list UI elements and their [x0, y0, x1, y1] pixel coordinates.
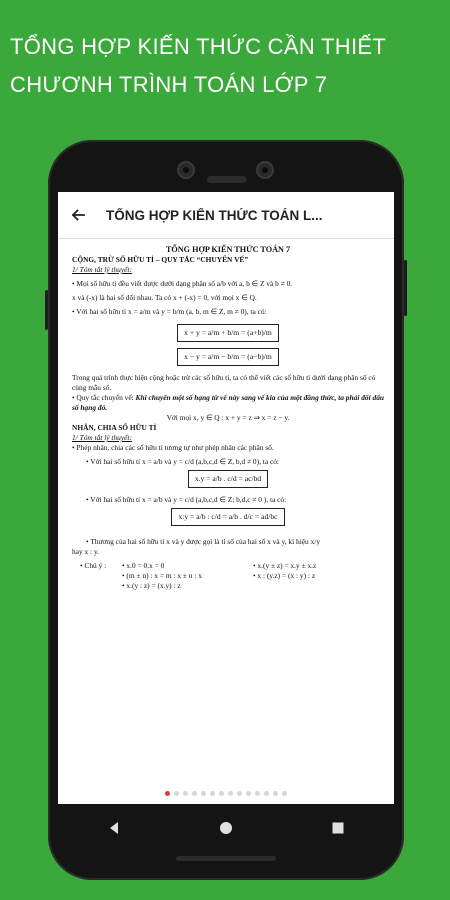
arrow-left-icon [70, 207, 86, 223]
rule-paragraph [72, 393, 384, 413]
note-item: • (m ± n) : x = m : x ± n : x [122, 571, 202, 580]
front-camera-icon [177, 161, 195, 179]
doc-paragraph: • Mọi số hữu tỉ đều viết được dưới dạng phân số a/b với a, b ∈ Z và b ≠ 0. [72, 279, 293, 288]
notes-row-2 [72, 571, 384, 581]
doc-paragraph: x và (-x) là hai số đối nhau. Ta có x + (-x) = 0, với mọi x ∈ Q. [72, 293, 257, 302]
nav-back-triangle-icon [107, 821, 121, 835]
page-indicator [58, 791, 394, 796]
doc-paragraph: • Với hai số hữu tỉ x = a/b và y = c/d (a,b,c,d ∈ Z; b,d,c ≠ 0 ), ta có: [86, 495, 287, 504]
page-dot[interactable] [246, 791, 251, 796]
nav-home-button[interactable] [206, 808, 246, 848]
page-dot[interactable] [210, 791, 215, 796]
rule-prefix: • Quy tắc chuyển vế: [72, 393, 136, 402]
rule-text: Khi chuyển một số hạng từ vế này sang vế kia của một đẳng thức, ta phải đổi dấu số hạng đó. [72, 393, 385, 412]
page-dot[interactable] [201, 791, 206, 796]
section-1-label: 1/ Tóm tắt lý thuyết: [72, 265, 132, 274]
earpiece-speaker [207, 176, 247, 183]
app-bar [58, 192, 394, 239]
doc-heading-2: NHÂN, CHIA SỐ HỮU TỈ [72, 423, 157, 432]
page-dot[interactable] [165, 791, 170, 796]
page-dot[interactable] [228, 791, 233, 796]
page-dot[interactable] [273, 791, 278, 796]
formula-multiplication: x.y = a/b . c/d = ac/bd [188, 470, 268, 488]
nav-recents-button[interactable] [318, 808, 358, 848]
document-page [58, 239, 394, 591]
page-dot[interactable] [264, 791, 269, 796]
nav-recents-square-icon [331, 821, 345, 835]
back-button[interactable] [58, 192, 98, 238]
page-dot[interactable] [255, 791, 260, 796]
notes-row-3 [72, 581, 384, 591]
doc-paragraph: • Với hai số hữu tỉ x = a/b và y = c/d (a,b,c,d ∈ Z, b,d ≠ 0), ta có: [86, 457, 279, 466]
app-title: TỔNG HỢP KIẾN THỨC TOÁN L... [106, 207, 323, 223]
system-nav-bar [58, 804, 394, 852]
page-dot[interactable] [174, 791, 179, 796]
page-dot[interactable] [192, 791, 197, 796]
promo-line-1: TỔNG HỢP KIẾN THỨC CẦN THIẾT [10, 34, 387, 59]
doc-paragraph: • Phép nhân, chia các số hữu tỉ tương tự như phép nhân các phân số. [72, 443, 274, 452]
phone-frame [48, 140, 404, 880]
doc-paragraph: Trong quá trình thực hiện cộng hoặc trừ các số hữu tỉ, ta có thể viết các số hữu tỉ dưới dạng phân số có cùng mẫu số. [72, 373, 376, 392]
volume-button [45, 290, 48, 330]
power-button [404, 260, 407, 316]
app-screen [58, 192, 394, 804]
formula-division: x:y = a/b : c/d = a/b . d/c = ad/bc [171, 508, 284, 526]
doc-paragraph: hay x : y. [72, 547, 100, 556]
note-item: • x.(y : z) = (x.y) : z [122, 581, 181, 590]
doc-paragraph: • Thương của hai số hữu tỉ x và y được gọi là tỉ số của hai số x và y, kí hiệu x/y [86, 537, 321, 546]
note-label: • Chú ý : [80, 561, 107, 570]
nav-home-circle-icon [219, 821, 233, 835]
formula-addition: x + y = a/m + b/m = (a+b)/m [177, 324, 279, 342]
home-indicator-bar [176, 856, 276, 861]
promo-headline [10, 28, 440, 104]
note-item: • x : (y.z) = (x : y) : z [253, 571, 316, 580]
front-sensor-icon [256, 161, 274, 179]
formula-subtraction: x − y = a/m − b/m = (a−b)/m [177, 348, 279, 366]
page-dot[interactable] [282, 791, 287, 796]
doc-heading: TỔNG HỢP KIẾN THỨC TOÁN 7 [165, 245, 291, 254]
page-dot[interactable] [237, 791, 242, 796]
page-dot[interactable] [183, 791, 188, 796]
note-item: • x.0 = 0.x = 0 [122, 561, 165, 570]
nav-back-button[interactable] [94, 808, 134, 848]
doc-paragraph: • Với hai số hữu tỉ x = a/m và y = b/m (a, b, m ∈ Z, m ≠ 0), ta có: [72, 307, 267, 316]
promo-line-2: CHƯƠNH TRÌNH TOÁN LỚP 7 [10, 72, 328, 97]
section-2-label: 1/ Tóm tắt lý thuyết: [72, 433, 132, 442]
rule-formula: Với mọi x, y ∈ Q : x + y = z ⇒ x = z − y. [166, 413, 290, 422]
doc-subheading: CỘNG, TRỪ SỐ HỮU TỈ – QUY TẮC “CHUYỂN VẾ” [72, 255, 249, 264]
note-item: • x.(y ± z) = x.y ± x.z [253, 561, 317, 570]
page-dot[interactable] [219, 791, 224, 796]
